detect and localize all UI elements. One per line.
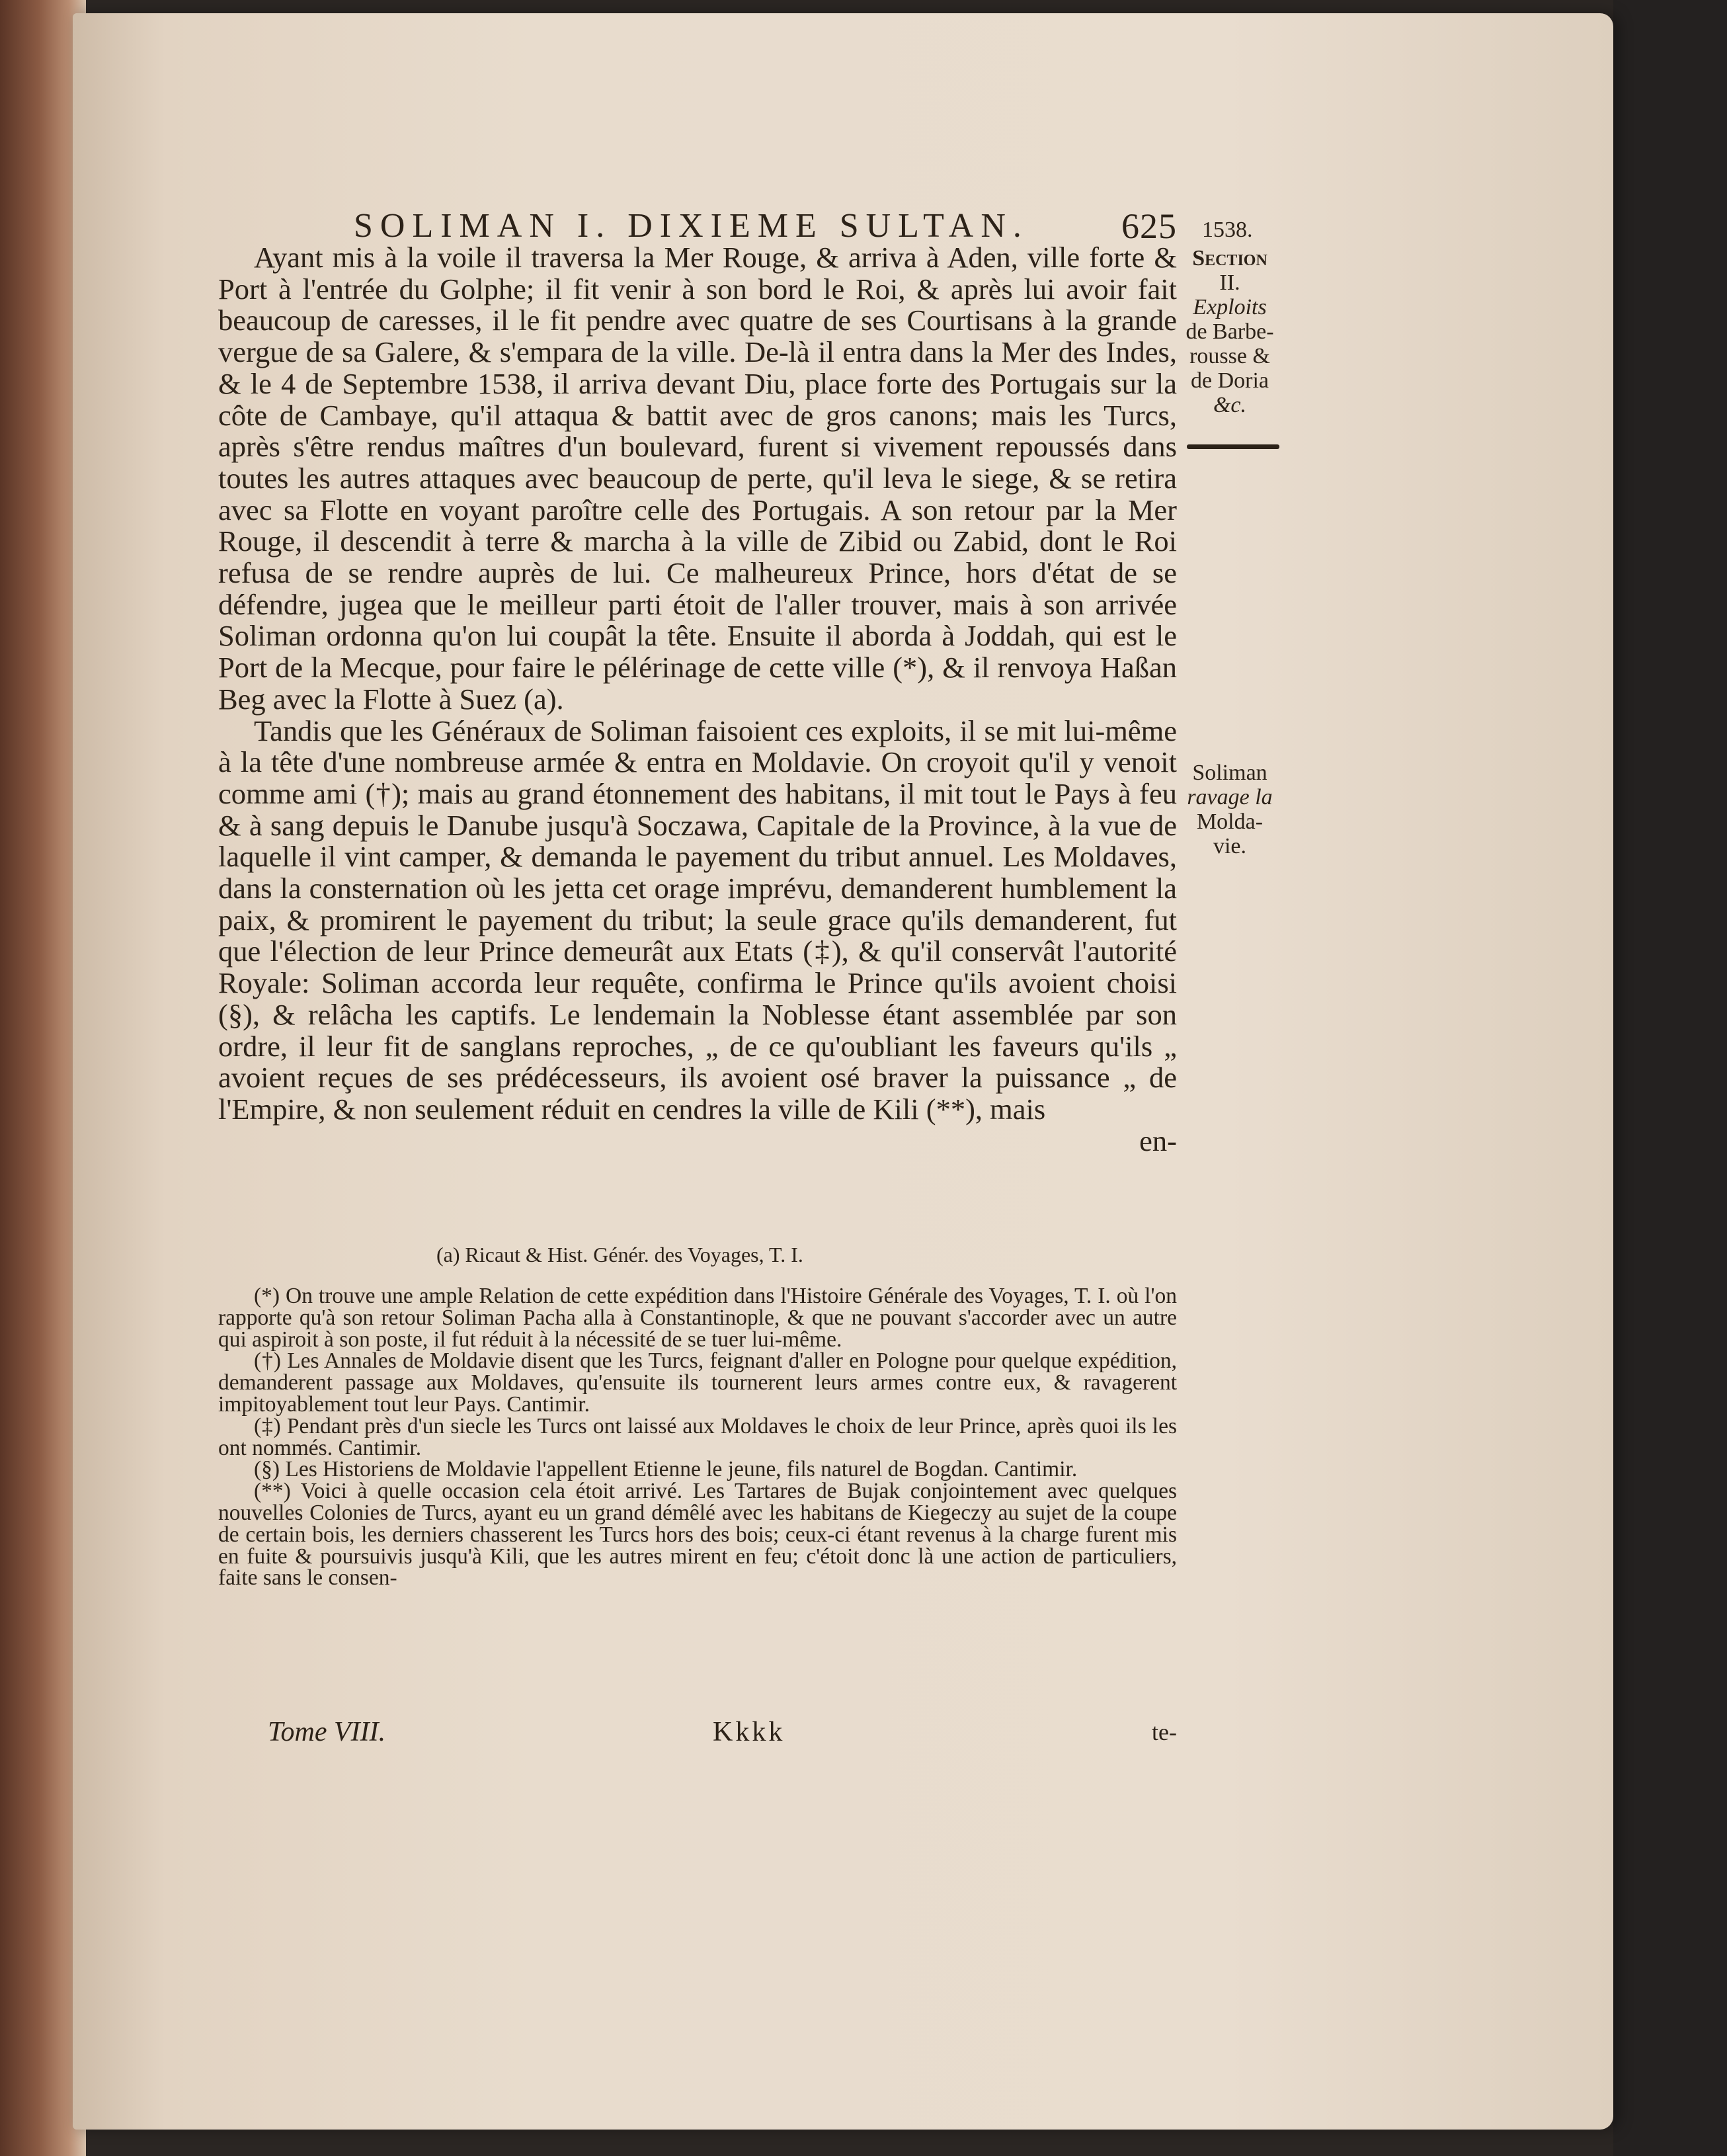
- background-right: [1613, 0, 1727, 2156]
- margin-note-line: Molda-: [1196, 809, 1264, 834]
- page-footer: [218, 1716, 1177, 1748]
- margin-year: 1538.: [1202, 218, 1253, 242]
- margin-note-line: ravage la: [1187, 785, 1273, 809]
- margin-note-line: Exploits: [1193, 295, 1267, 319]
- margin-note-line: rousse &: [1189, 344, 1270, 368]
- footer-catchword: te-: [1152, 1719, 1177, 1745]
- margin-note-line: II.: [1219, 270, 1240, 295]
- footnote: (†) Les Annales de Moldavie disent que les Turcs, feignant d'aller en Pologne pour quelque expédition, demanderent passage aux Moldaves, qu'ensuite ils tournerent leurs armes contre eux, & ravagerent impitoyablement tout leur Pays. Cantimir.: [218, 1348, 1177, 1417]
- footnote: (§) Les Historiens de Moldavie l'appellent Etienne le jeune, fils naturel de Bogdan. Cantimir.: [254, 1457, 1078, 1482]
- running-title: SOLIMAN I. DIXIEME SULTAN.: [354, 207, 1029, 245]
- footnote: (*) On trouve une ample Relation de cette expédition dans l'Histoire Générale des Voyages, T. I. où l'on rapporte qu'à son retour Soliman Pacha alla à Constantinople, & que ne pouvant s'accorder avec un autre qui aspiroit à son poste, il fut réduit à la nécessité de se tuer lui-même.: [218, 1284, 1177, 1352]
- signature-mark: Kkkk: [713, 1717, 785, 1747]
- paragraph: Ayant mis à la voile il traversa la Mer Rouge, & arriva à Aden, ville forte & Port à l'entrée du Golphe; il fit venir à son bord le Roi, & après lui avoir fait beaucoup de caresses, il le fit pendre avec quatre de ses Courtisans à la grande vergue de sa Galere, & s'empara de la ville. De-là il entra dans la Mer des Indes, & le 4 de Septembre 1538, il arriva devant Diu, place forte des Portugais sur la côte de Cambaye, qu'il attaqua & battit avec de gros canons; mais les Turcs, après s'être rendus maîtres d'un boulevard, furent si vivement repoussés dans toutes les autres attaques avec beaucoup de perte, qu'il leva le siege, & se retira avec sa Flotte en voyant paroître celle des Portugais. A son retour par la Mer Rouge, il descendit à terre & marcha à la ville de Zibid ou Zabid, dont le Roi refusa de se rendre auprès de lui. Ce malheureux Prince, hors d'état de se défendre, jugea que le meilleur parti étoit de l'aller trouver, mais à son arrivée Soliman ordonna qu'on lui coupât la tête. Ensuite il aborda à Joddah, qui est le Port de la Mecque, pour faire le pélérinage de cette ville (*), & il renvoya Haßan Beg avec la Flotte à Suez (a).: [218, 241, 1177, 716]
- volume-label: Tome VIII.: [268, 1717, 386, 1747]
- page-number: 625: [1121, 206, 1177, 246]
- margin-note-line: vie.: [1213, 834, 1247, 858]
- margin-note-line: &c.: [1213, 393, 1247, 417]
- margin-note-line: Section: [1192, 246, 1267, 270]
- margin-note-section: [1177, 246, 1283, 417]
- margin-rule: [1187, 444, 1279, 449]
- catchword: en-: [1139, 1124, 1177, 1157]
- footnotes: [218, 1286, 1177, 1589]
- source-note: (a) Ricaut & Hist. Génér. des Voyages, T. I.: [436, 1243, 803, 1266]
- footnote: (‡) Pendant près d'un siecle les Turcs ont laissé aux Moldaves le choix de leur Prince, après quoi ils les ont nommés. Cantimir.: [218, 1413, 1177, 1460]
- margin-note-line: de Doria: [1190, 368, 1269, 393]
- paragraph: Tandis que les Généraux de Soliman faisoient ces exploits, il se mit lui-même à la tête d'une nombreuse armée & entra en Moldavie. On croyoit qu'il y venoit comme ami (†); mais au grand étonnement des habitans, il mit tout le Pays à feu & à sang depuis le Danube jusqu'à Soczawa, Capitale de la Province, à la vue de laquelle il vint camper, & demanda le payement du tribut annuel. Les Moldaves, dans la consternation où les jetta cet orage imprévu, demanderent humblement la paix, & promirent le payement du tribut; la seule grace qu'ils demanderent, fut que l'élection de leur Prince demeurât aux Etats (‡), & qu'il conservât l'autorité Royale: Soliman accorda leur requête, confirma le Prince qu'ils avoient choisi (§), & relâcha les captifs. Le lendemain la Noblesse étant assemblée par son ordre, il leur fit de sanglans reproches, „ de ce qu'oubliant les faveurs qu'ils „ avoient reçues de ses prédécesseurs, ils avoient osé braver la puissance „ de l'Empire, & non seulement réduit en cendres la ville de Kili (**), mais: [218, 714, 1177, 1126]
- footnote: (**) Voici à quelle occasion cela étoit arrivé. Les Tartares de Bujak conjointement avec quelques nouvelles Colonies de Turcs, ayant eu un grand démêlé avec les habitans de Kiegeczy au sujet de la coupe de certain bois, les derniers chasserent les Turcs hors des bois; ceux-ci étant revenus à la charge furent mis en fuite & poursuivis jusqu'à Kili, que les autres mirent en feu; c'étoit donc là une action de particuliers, faite sans le consen-: [218, 1479, 1177, 1591]
- margin-note-line: de Barbe-: [1185, 319, 1274, 344]
- margin-note-moldavia: [1177, 761, 1283, 858]
- main-text: [218, 242, 1177, 1157]
- margin-note-line: Soliman: [1192, 761, 1267, 785]
